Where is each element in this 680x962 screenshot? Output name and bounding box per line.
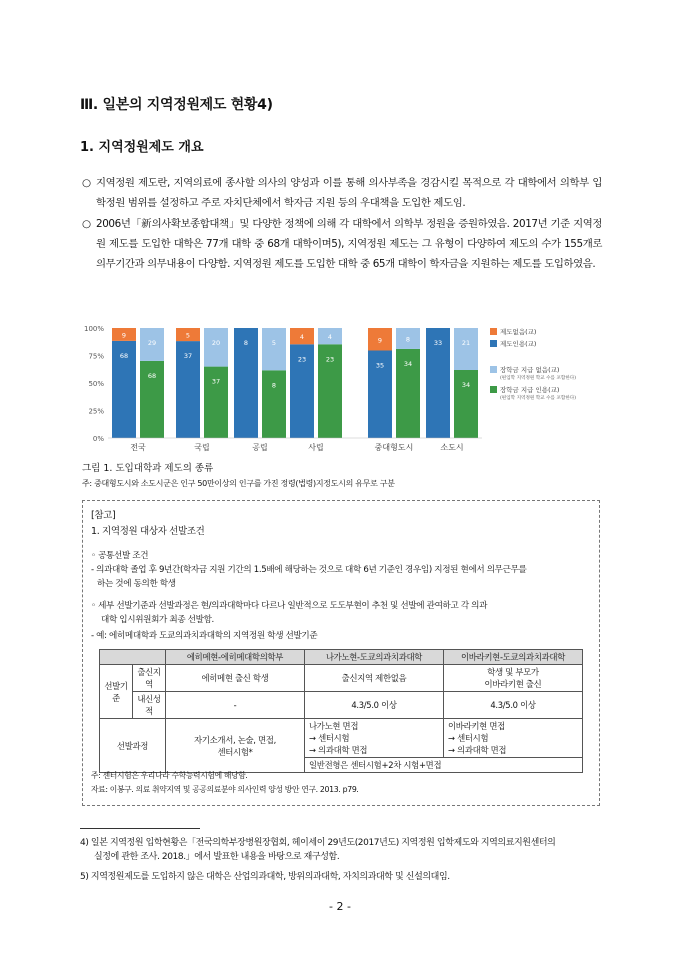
table-header: 나가노현-도쿄의과치과대학 (305, 650, 444, 665)
figure-caption: 그림 1. 도입대학과 제도의 종류 (82, 463, 214, 474)
table-cell: - (166, 692, 305, 719)
legend-label: 장학금 지급 없음(교) (500, 366, 560, 374)
selection-criteria-table (99, 649, 583, 773)
paragraph-text: 지역정원 제도란, 지역의료에 종사할 의사의 양성과 이를 통해 의사부족을 경감시킬 목적으로 각 대학에서 의학부 입학정원 범위를 설정하고 주로 자치단체에서 학자금 지원 등의 우대책을 도입한 제도임. (96, 177, 602, 209)
bar-chart (82, 318, 602, 458)
data-label: 68 (119, 351, 129, 360)
data-label: 23 (325, 355, 335, 364)
legend-label: 장학금 지급 인용(교) (500, 386, 560, 394)
legend-swatch (490, 328, 497, 335)
footnote-5: 5) 지역정원제도를 도입하지 않은 대학은 산업의과대학, 방위의과대학, 자치의과대학 및 신설의대임. (80, 872, 450, 882)
detail-condition-line: ◦ 세부 선발기준과 선발과정은 현/의과대학마다 다르나 일반적으로 도도부현이 추천 및 선발에 관여하고 각 의과 (91, 601, 488, 611)
table-cell: 4.3/5.0 이상 (305, 692, 444, 719)
table-cell (444, 719, 583, 758)
footnote-divider (80, 828, 200, 829)
table-cell (305, 719, 444, 758)
footnote-line: 4) 일본 지역정원 입학현황은「전국의학부장병원장협회, 헤이세이 29년도(2017년도) 지역정원 입학제도와 지역의료지원센터의 (80, 838, 556, 848)
x-tick-label: 사립 (308, 443, 324, 452)
example-line: - 예: 에히메대학과 도쿄의과치과대학의 지역정원 학생 선발기준 (91, 631, 318, 641)
legend-swatch (490, 386, 497, 393)
common-condition-heading: ◦ 공통선발 조건 (91, 551, 149, 561)
data-label: 35 (375, 361, 385, 370)
data-label: 5 (271, 339, 277, 347)
legend-note: (편입학 지역정원 학교 수를 포함한다) (500, 396, 576, 401)
cell-line: → 의과대학 면접 (309, 745, 368, 755)
data-label: 4 (299, 333, 305, 342)
footnote-line: 실정에 관한 조사. 2018.」에서 발표한 내용을 바탕으로 재구성함. (94, 852, 340, 862)
table-cell (444, 665, 583, 692)
table-cell: 일반전형은 센터시험+2차 시험+면접 (305, 758, 583, 773)
data-label: 5 (185, 331, 191, 340)
bar-segment (454, 328, 478, 370)
data-label: 33 (433, 339, 443, 347)
bullet-icon: ○ (82, 218, 91, 230)
common-condition-line: - 의과대학 졸업 후 9년간(학자금 지원 기간의 1.5배에 해당하는 것으로 대학 6년 기준인 경우임) 지정된 현에서 의무근무를 (91, 565, 527, 575)
data-label: 37 (211, 377, 221, 386)
table-row (100, 719, 583, 758)
data-label: 4 (327, 333, 333, 342)
table-cell (166, 719, 305, 773)
y-tick-label: 100% (83, 325, 104, 333)
y-tick-label: 0% (92, 435, 104, 443)
data-label: 8 (271, 381, 277, 390)
x-tick-label: 국립 (194, 443, 210, 452)
common-condition-line: 하는 것에 동의한 학생 (97, 579, 176, 589)
legend-swatch (490, 340, 497, 347)
legend-label: 제도없음(교) (500, 328, 537, 336)
y-tick-label: 25% (88, 407, 104, 416)
table-row (100, 650, 583, 665)
cell-line: 나가노현 면접 (309, 721, 359, 731)
reference-title: 1. 지역정원 대상자 선발조건 (91, 526, 205, 537)
figure-note: 주: 중대형도시와 소도시군은 인구 50만이상의 인구를 가진 정령(법령)지정도시의 유무로 구분 (82, 479, 395, 488)
table-cell: 에히메현 출신 학생 (166, 665, 305, 692)
cell-line: 이바라키현 면접 (448, 721, 505, 731)
table-row (100, 665, 583, 692)
bar-segment (262, 328, 286, 370)
bar-segment (204, 328, 228, 367)
data-label: 68 (147, 371, 157, 380)
paragraph-text: 2006년「新의사확보종합대책」및 다양한 정책에 의해 각 대학에서 의학부 정원을 증원하였음. 2017년 기준 지역정원 제도를 도입한 대학은 77개 대학 중 68개 대학이며5), 지역정원 제도는 그 유형이 다양하여 제도의 수가 155개로 의무기간과 의무내용이 다양함. 지역정원 제도를 도입한 대학 중 65개 대학이 학자금을 지원하는 제도를 도입하였음. (96, 218, 602, 270)
data-label: 8 (405, 335, 411, 344)
cell-line: → 센터시험 (309, 733, 350, 743)
table-header: 에히메현-에히메대학의학부 (166, 650, 305, 665)
table-cell: 출신지역 (133, 665, 166, 692)
legend-swatch (490, 366, 497, 373)
cell-line: 학생 및 부모가 (487, 667, 539, 677)
cell-line: → 센터시험 (448, 733, 489, 743)
data-label: 37 (183, 352, 193, 361)
detail-condition-line: 대학 입시위원회가 최종 선발함. (101, 615, 214, 625)
cell-line: 이바라키현 출신 (484, 679, 542, 689)
x-tick-label: 중대형도시 (374, 443, 414, 452)
paragraph-1 (82, 173, 602, 213)
footnote-4 (80, 836, 600, 864)
reference-box (82, 500, 600, 806)
table-header: 이바라키현-도쿄의과치과대학 (444, 650, 583, 665)
subsection-heading: 1. 지역정원제도 개요 (80, 140, 204, 155)
table-cell: 선발기준 (100, 665, 133, 719)
data-label: 34 (461, 381, 471, 389)
data-label: 8 (243, 339, 249, 347)
y-tick-label: 50% (88, 380, 104, 388)
data-label: 34 (403, 359, 413, 368)
table-cell: 선발과정 (100, 719, 166, 773)
data-label: 20 (211, 339, 221, 347)
cell-line: 자기소개서, 논술, 면접, (194, 734, 276, 745)
reference-source: 자료: 이봉구. 의료 취약지역 및 공공의료분야 의사인력 양성 방안 연구. 2013. p79. (91, 785, 359, 794)
legend-label: 제도인용(교) (500, 340, 537, 348)
data-label: 21 (461, 339, 471, 347)
paragraph-2 (82, 214, 602, 274)
x-tick-label: 공립 (252, 443, 268, 452)
cell-line: 센터시험* (217, 746, 253, 757)
reference-footnote: 주: 센터시험은 우리나라 수학능력시험에 해당함. (91, 771, 248, 780)
data-label: 29 (147, 339, 157, 347)
page-number: - 2 - (329, 900, 351, 913)
table-cell: 출신지역 제한없음 (305, 665, 444, 692)
data-label: 23 (297, 355, 307, 364)
table-cell: 내신성적 (133, 692, 166, 719)
section-heading: Ⅲ. 일본의 지역정원제도 현황4) (80, 97, 273, 113)
data-label: 9 (377, 336, 383, 345)
data-label: 9 (121, 331, 127, 340)
y-tick-label: 75% (88, 352, 104, 361)
legend-note: (편입학 지역정원 학교 수를 포함한다) (500, 376, 576, 381)
table-cell: 4.3/5.0 이상 (444, 692, 583, 719)
x-tick-label: 소도시 (440, 443, 464, 452)
cell-line: → 의과대학 면접 (448, 745, 507, 755)
x-tick-label: 전국 (130, 443, 146, 452)
table-row (100, 692, 583, 719)
bullet-icon: ○ (82, 177, 91, 189)
reference-tag: [참고] (91, 510, 116, 521)
